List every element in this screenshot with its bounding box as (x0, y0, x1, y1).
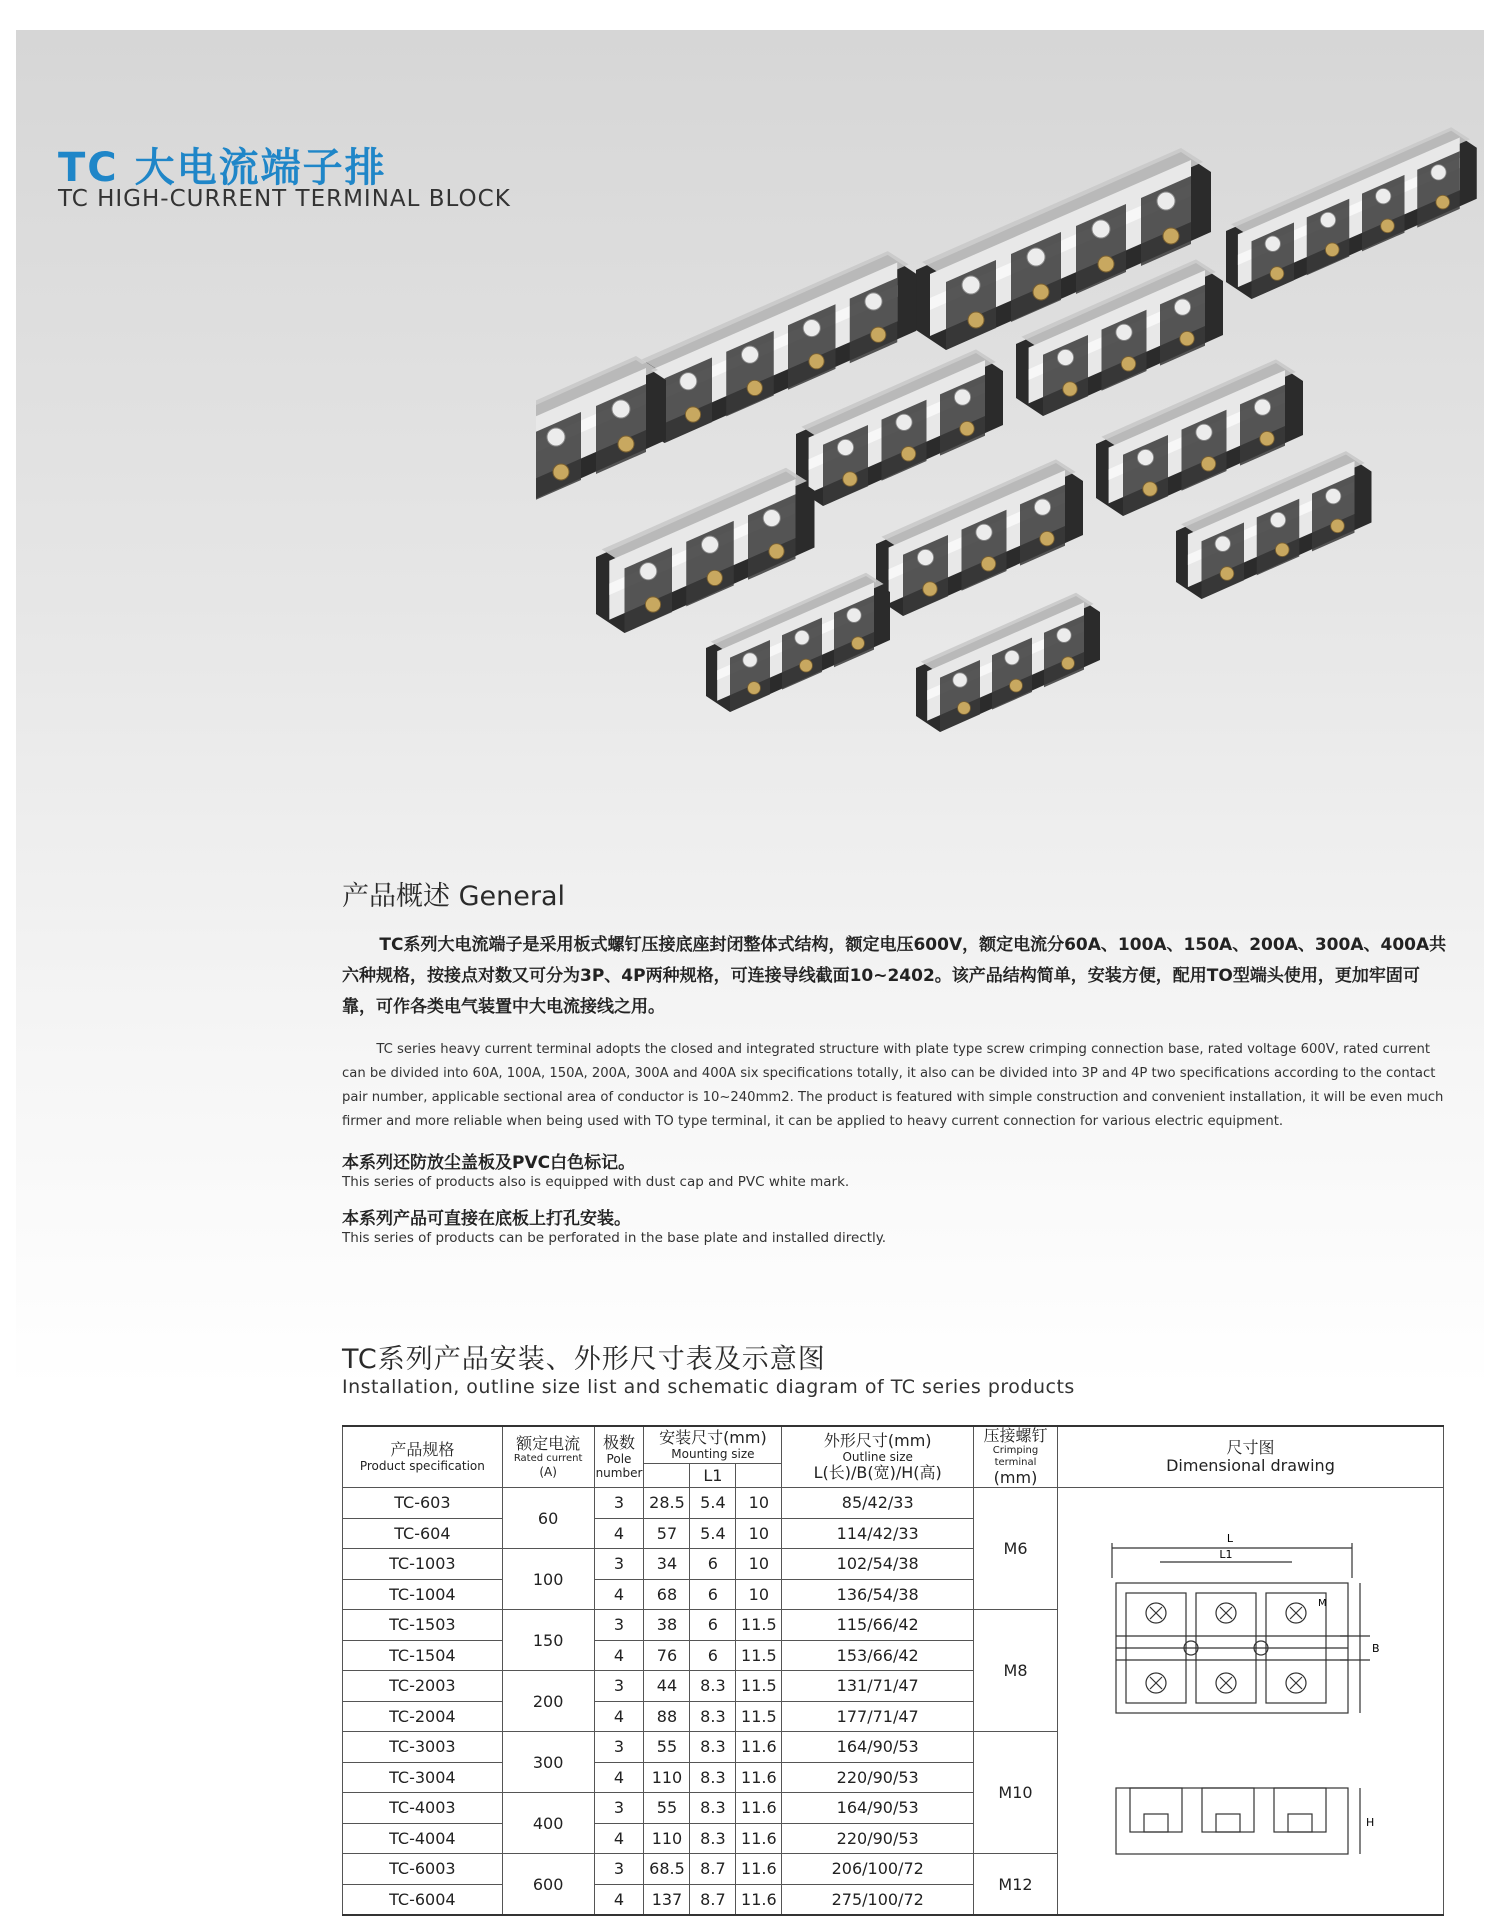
cell-pole: 3 (594, 1549, 644, 1580)
cell-mount-l1: 6 (690, 1610, 736, 1641)
dimension-diagram (1060, 1488, 1440, 1888)
cell-mount-l1: 8.3 (690, 1793, 736, 1824)
cell-mount-a: 44 (644, 1671, 690, 1702)
cell-mount-a: 88 (644, 1701, 690, 1732)
cell-outline: 136/54/38 (782, 1579, 974, 1610)
cell-screw: M8 (974, 1610, 1058, 1732)
cell-mount-a: 68.5 (644, 1854, 690, 1885)
cell-spec: TC-2003 (343, 1671, 503, 1702)
cell-outline: 115/66/42 (782, 1610, 974, 1641)
cell-outline: 131/71/47 (782, 1671, 974, 1702)
cell-mount-c: 10 (736, 1488, 782, 1519)
cell-mount-a: 76 (644, 1640, 690, 1671)
note-base-plate-cn: 本系列产品可直接在底板上打孔安装。 (342, 1209, 631, 1229)
cell-pole: 4 (594, 1884, 644, 1915)
svg-text:L: L (1227, 1532, 1234, 1545)
cell-mount-c: 11.6 (736, 1793, 782, 1824)
general-paragraph-cn: TC系列大电流端子是采用板式螺钉压接底座封闭整体式结构，额定电压600V，额定电流分60A、100A、150A、200A、300A、400A共六种规格，按接点对数又可分为3P、4P两种规格，可连接导线截面10~2402。该产品结构简单，安装方便，配用TO型端头使用，更加牢固可靠，可作各类电气装置中大电流接线之用。 (342, 935, 1447, 1017)
cell-mount-l1: 8.3 (690, 1671, 736, 1702)
header-spec: 产品规格 Product specification (343, 1426, 503, 1488)
cell-mount-c: 11.5 (736, 1640, 782, 1671)
cell-screw: M10 (974, 1732, 1058, 1854)
cell-mount-a: 55 (644, 1732, 690, 1763)
cell-current: 100 (502, 1549, 594, 1610)
cell-spec: TC-2004 (343, 1701, 503, 1732)
svg-text:H: H (1366, 1816, 1375, 1829)
note-dust-cap-en: This series of products also is equipped with dust cap and PVC white mark. (342, 1174, 850, 1190)
note-dust-cap-cn: 本系列还防放尘盖板及PVC白色标记。 (342, 1153, 636, 1173)
cell-outline: 206/100/72 (782, 1854, 974, 1885)
cell-mount-l1: 5.4 (690, 1518, 736, 1549)
cell-outline: 164/90/53 (782, 1793, 974, 1824)
header-l1: L1 (690, 1464, 736, 1488)
cell-mount-c: 11.6 (736, 1884, 782, 1915)
header-outline: 外形尺寸(mm) Outline size L(长)/B(宽)/H(高) (782, 1426, 974, 1488)
cell-mount-l1: 6 (690, 1549, 736, 1580)
cell-spec: TC-1504 (343, 1640, 503, 1671)
general-paragraph-en: TC series heavy current terminal adopts the closed and integrated structure with plate type screw crimping connection base, rated voltage 600V, rated current can be divided into 60A, 100A, 150A, 200A, 300A and 400A six specifications totally, it also can be divided into 3P and 4P two specifications according to the contact pair number, applicable sectional area of conductor is 10~240mm2. The product is featured with simple construction and convenient installation, it will be even much firmer and more reliable when being used with TO type terminal, it can be applied to heavy current connection for various electric equipment. (342, 1042, 1444, 1129)
cell-mount-c: 10 (736, 1518, 782, 1549)
cell-mount-a: 57 (644, 1518, 690, 1549)
table-title-cn: TC系列产品安装、外形尺寸表及示意图 (342, 1344, 826, 1375)
cell-spec: TC-4003 (343, 1793, 503, 1824)
cell-mount-l1: 8.3 (690, 1762, 736, 1793)
cell-mount-c: 11.6 (736, 1732, 782, 1763)
cell-spec: TC-3004 (343, 1762, 503, 1793)
cell-outline: 102/54/38 (782, 1549, 974, 1580)
svg-text:M: M (1318, 1598, 1328, 1609)
cell-mount-c: 10 (736, 1579, 782, 1610)
header-pole: 极数 Pole number (594, 1426, 644, 1488)
cell-pole: 3 (594, 1488, 644, 1519)
cell-screw: M12 (974, 1854, 1058, 1916)
svg-text:L1: L1 (1219, 1548, 1234, 1561)
cell-current: 400 (502, 1793, 594, 1854)
cell-outline: 220/90/53 (782, 1823, 974, 1854)
cell-mount-c: 11.6 (736, 1762, 782, 1793)
cell-current: 300 (502, 1732, 594, 1793)
cell-spec: TC-604 (343, 1518, 503, 1549)
cell-mount-l1: 5.4 (690, 1488, 736, 1519)
dimensional-drawing (1057, 1488, 1443, 1916)
cell-spec: TC-6003 (343, 1854, 503, 1885)
cell-pole: 3 (594, 1610, 644, 1641)
cell-mount-c: 11.5 (736, 1701, 782, 1732)
cell-outline: 153/66/42 (782, 1640, 974, 1671)
header-current: 额定电流 Rated current (A) (502, 1426, 594, 1488)
cell-mount-a: 38 (644, 1610, 690, 1641)
table-header-row (343, 1426, 1444, 1464)
cell-mount-a: 110 (644, 1762, 690, 1793)
cell-mount-l1: 6 (690, 1579, 736, 1610)
header-drawing: 尺寸图 Dimensional drawing (1057, 1426, 1443, 1488)
cell-outline: 114/42/33 (782, 1518, 974, 1549)
cell-mount-l1: 6 (690, 1640, 736, 1671)
product-photo (536, 60, 1500, 840)
general-heading: 产品概述 General (342, 881, 565, 912)
cell-pole: 3 (594, 1854, 644, 1885)
table-title-en: Installation, outline size list and schematic diagram of TC series products (342, 1376, 1075, 1398)
cell-pole: 4 (594, 1579, 644, 1610)
cell-mount-a: 68 (644, 1579, 690, 1610)
cell-mount-c: 11.5 (736, 1610, 782, 1641)
catalog-page (16, 30, 1484, 1916)
header-crimp: 压接螺钉 Crimping terminal (mm) (974, 1426, 1058, 1488)
page-title: TC 大电流端子排 (58, 145, 387, 191)
cell-current: 150 (502, 1610, 594, 1671)
cell-current: 600 (502, 1854, 594, 1916)
cell-pole: 4 (594, 1823, 644, 1854)
cell-outline: 275/100/72 (782, 1884, 974, 1915)
cell-outline: 220/90/53 (782, 1762, 974, 1793)
cell-mount-a: 28.5 (644, 1488, 690, 1519)
cell-spec: TC-1503 (343, 1610, 503, 1641)
cell-pole: 4 (594, 1701, 644, 1732)
spec-table (342, 1425, 1444, 1916)
cell-mount-a: 55 (644, 1793, 690, 1824)
cell-pole: 4 (594, 1518, 644, 1549)
cell-mount-a: 137 (644, 1884, 690, 1915)
cell-mount-a: 110 (644, 1823, 690, 1854)
cell-mount-l1: 8.3 (690, 1732, 736, 1763)
cell-mount-c: 10 (736, 1549, 782, 1580)
cell-mount-c: 11.5 (736, 1671, 782, 1702)
cell-screw: M6 (974, 1488, 1058, 1610)
cell-current: 200 (502, 1671, 594, 1732)
page-subtitle: TC HIGH-CURRENT TERMINAL BLOCK (58, 186, 511, 212)
cell-pole: 4 (594, 1640, 644, 1671)
cell-spec: TC-1004 (343, 1579, 503, 1610)
cell-spec: TC-1003 (343, 1549, 503, 1580)
cell-spec: TC-4004 (343, 1823, 503, 1854)
cell-outline: 177/71/47 (782, 1701, 974, 1732)
cell-pole: 4 (594, 1762, 644, 1793)
cell-outline: 85/42/33 (782, 1488, 974, 1519)
cell-mount-c: 11.6 (736, 1854, 782, 1885)
table-row (343, 1488, 1444, 1519)
cell-spec: TC-3003 (343, 1732, 503, 1763)
cell-pole: 3 (594, 1671, 644, 1702)
cell-spec: TC-603 (343, 1488, 503, 1519)
cell-mount-l1: 8.7 (690, 1884, 736, 1915)
cell-spec: TC-6004 (343, 1884, 503, 1915)
cell-mount-l1: 8.3 (690, 1701, 736, 1732)
cell-pole: 3 (594, 1793, 644, 1824)
cell-current: 60 (502, 1488, 594, 1549)
note-base-plate-en: This series of products can be perforated in the base plate and installed directly. (342, 1230, 887, 1246)
cell-mount-a: 34 (644, 1549, 690, 1580)
cell-mount-c: 11.6 (736, 1823, 782, 1854)
svg-text:B: B (1372, 1642, 1381, 1655)
header-mounting: 安装尺寸(mm) Mounting size (644, 1426, 782, 1464)
cell-pole: 3 (594, 1732, 644, 1763)
cell-mount-l1: 8.7 (690, 1854, 736, 1885)
cell-mount-l1: 8.3 (690, 1823, 736, 1854)
cell-outline: 164/90/53 (782, 1732, 974, 1763)
